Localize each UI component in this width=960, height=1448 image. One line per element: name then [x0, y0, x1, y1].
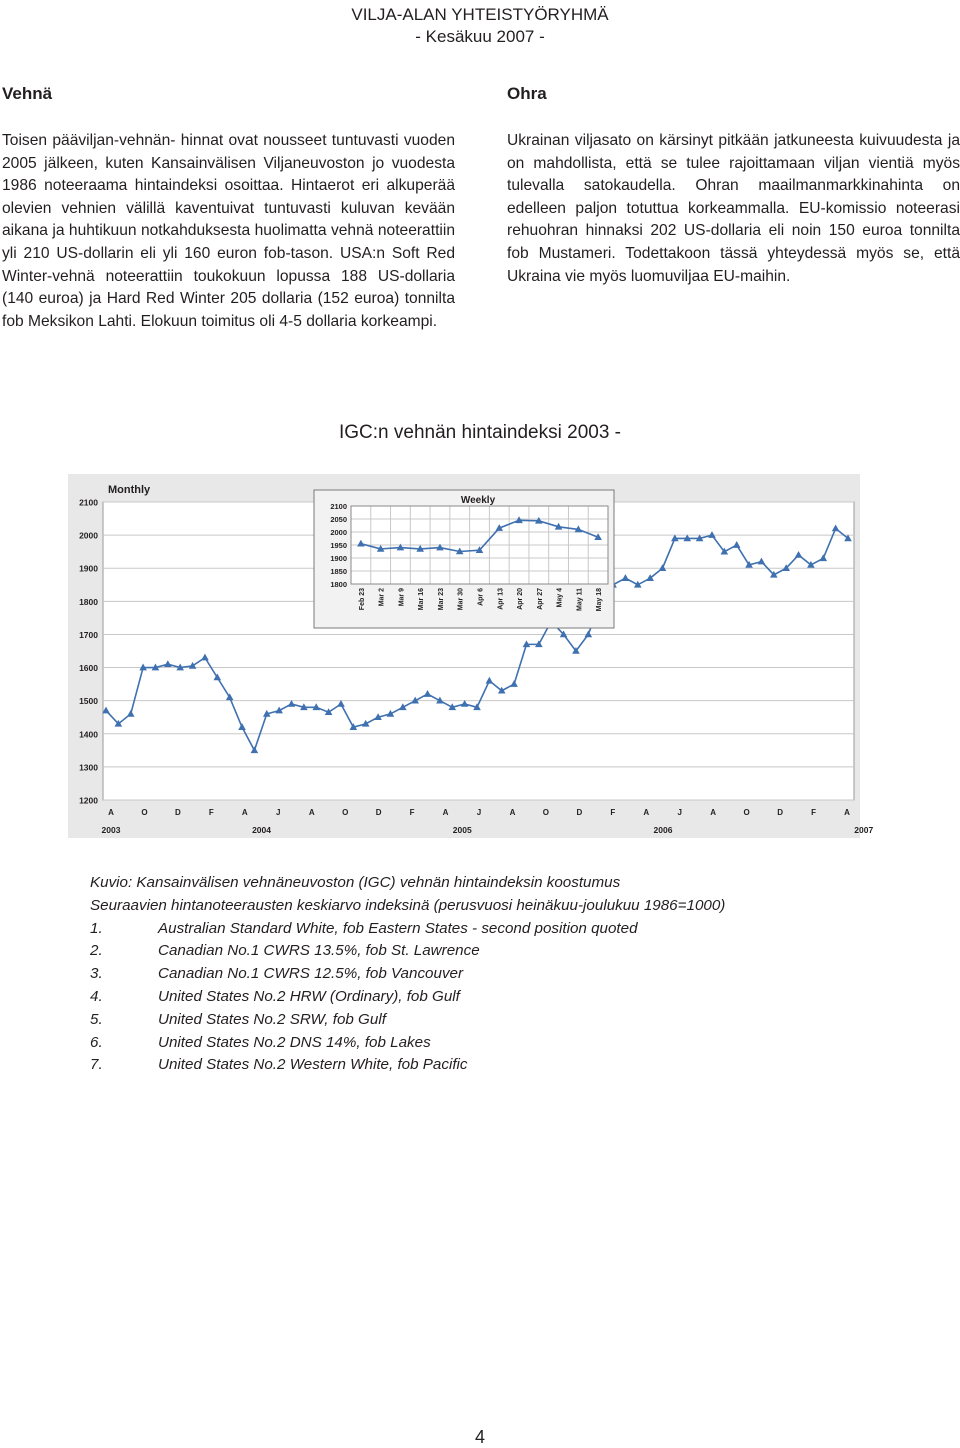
weekly-x-tick-label: Mar 23 [437, 588, 445, 611]
caption-item-text: United States No.2 SRW, fob Gulf [158, 1010, 386, 1028]
barley-paragraph: Ukrainan viljasato on kärsinyt pitkään jatkuneesta kuivuudesta ja on mahdollista, että se tulee rajoittamaan viljan vientiä myös tulevalla satokaudella. Ohran maailmanmarkkinahinta on edelleen paljon totuttua korkeammalla. EU-komissio noteerasi rehuohran hinnaksi 202 US-dollaria eli noin 150 euroa tonnilta fob Mustameri. Todettakoon tässä yhteydessä myös se, että Ukraina vie myös luomuviljaa EU-maihin. [507, 132, 960, 285]
caption-item-number: 2. [90, 942, 103, 960]
caption-item-text: Australian Standard White, fob Eastern States - second position quoted [158, 919, 638, 937]
monthly-y-tick-label: 1400 [79, 729, 98, 740]
monthly-x-tick-label: D [777, 808, 783, 817]
weekly-y-tick-label: 2000 [330, 528, 347, 537]
monthly-y-tick-label: 2100 [79, 497, 98, 508]
monthly-y-tick-label: 1900 [79, 563, 98, 574]
monthly-x-tick-label: A [308, 808, 315, 817]
monthly-year-label: 2004 [252, 825, 272, 835]
weekly-x-tick-label: Apr 6 [477, 588, 485, 606]
caption-item-text: United States No.2 DNS 14%, fob Lakes [158, 1033, 431, 1051]
caption-title: Kuvio: Kansainvälisen vehnäneuvoston (IGC) vehnän hintaindeksin koostumus [90, 874, 621, 891]
weekly-y-tick-label: 1850 [330, 567, 347, 576]
monthly-y-tick-label: 1800 [79, 596, 98, 607]
monthly-year-label: 2007 [854, 825, 874, 835]
weekly-x-tick-label: Mar 2 [378, 588, 386, 607]
monthly-year-label: 2005 [452, 825, 472, 835]
monthly-x-tick-label: F [811, 808, 816, 817]
monthly-x-tick-label: A [844, 808, 850, 817]
caption-item-number: 4. [90, 987, 103, 1005]
caption-item-number: 3. [90, 965, 103, 983]
weekly-x-tick-label: Apr 27 [536, 588, 544, 610]
weekly-x-tick-label: Feb 23 [358, 588, 366, 611]
weekly-x-tick-label: Apr 20 [517, 588, 525, 610]
monthly-x-tick-label: O [743, 808, 750, 817]
weekly-y-tick-label: 2050 [330, 515, 347, 524]
weekly-x-tick-label: May 4 [556, 588, 564, 608]
caption-item [90, 963, 930, 986]
monthly-title: Monthly [108, 484, 151, 496]
caption-item-text: Canadian No.1 CWRS 13.5%, fob St. Lawrence [158, 942, 480, 960]
monthly-x-tick-label: O [342, 808, 349, 817]
caption-item [90, 918, 930, 941]
wheat-price-index-chart [68, 474, 874, 838]
monthly-x-tick-label: A [710, 808, 717, 817]
monthly-y-tick-label: 2000 [79, 530, 98, 541]
monthly-y-tick-label: 1500 [79, 696, 98, 707]
caption-item [90, 1054, 930, 1077]
weekly-x-tick-label: Apr 13 [497, 588, 505, 610]
monthly-y-tick-label: 1700 [79, 629, 98, 640]
organization-name: VILJA-ALAN YHTEISTYÖRYHMÄ [351, 5, 609, 24]
weekly-x-tick-label: Mar 16 [418, 588, 426, 611]
monthly-x-tick-label: J [276, 808, 281, 817]
monthly-y-tick-label: 1300 [79, 762, 98, 773]
monthly-x-tick-label: O [141, 808, 148, 817]
weekly-title: Weekly [460, 495, 496, 506]
weekly-x-tick-label: May 18 [596, 588, 604, 612]
caption-item-text: Canadian No.1 CWRS 12.5%, fob Vancouver [158, 965, 464, 983]
caption-item-number: 6. [90, 1033, 103, 1051]
caption-item-text: United States No.2 HRW (Ordinary), fob Gulf [158, 987, 460, 1005]
figure-title: IGC:n vehnän hintaindeksi 2003 - [338, 422, 621, 443]
monthly-x-tick-label: D [375, 808, 382, 817]
monthly-x-tick-label: F [610, 808, 616, 817]
monthly-x-tick-label: A [643, 808, 650, 817]
wheat-section [2, 84, 455, 333]
monthly-year-label: 2003 [101, 825, 121, 835]
caption-item [90, 986, 930, 1009]
monthly-x-tick-label: J [476, 808, 482, 817]
issue-date: - Kesäkuu 2007 - [415, 27, 545, 46]
caption-subtitle: Seuraavien hintanoteerausten keskiarvo indeksinä (perusvuosi heinäkuu-joulukuu 1986=1000) [90, 896, 726, 914]
weekly-y-tick-label: 2100 [330, 502, 347, 511]
weekly-y-tick-label: 1950 [330, 541, 347, 550]
barley-heading: Ohra [507, 84, 547, 103]
caption-item-number: 5. [90, 1010, 103, 1028]
monthly-x-tick-label: D [175, 808, 181, 817]
monthly-x-tick-label: A [108, 808, 114, 817]
caption-list [90, 918, 930, 1078]
figure-caption [90, 872, 930, 1077]
weekly-y-tick-label: 1800 [330, 580, 347, 589]
wheat-heading: Vehnä [2, 84, 53, 103]
caption-item-number: 1. [90, 919, 103, 937]
monthly-x-tick-label: F [409, 808, 415, 817]
barley-section [507, 84, 960, 288]
document-header [0, 4, 960, 48]
page-number: 4 [474, 1427, 485, 1447]
caption-item [90, 1009, 930, 1032]
monthly-x-tick-label: D [576, 808, 583, 817]
weekly-x-tick-label: Mar 30 [457, 588, 465, 611]
caption-item-number: 7. [90, 1056, 103, 1074]
monthly-x-tick-label: J [677, 808, 682, 817]
monthly-x-tick-label: A [241, 808, 248, 817]
weekly-x-tick-label: Mar 9 [398, 588, 406, 607]
monthly-x-tick-label: A [442, 808, 449, 817]
monthly-y-tick-label: 1600 [79, 663, 98, 674]
monthly-x-tick-label: F [208, 808, 214, 817]
caption-item-text: United States No.2 Western White, fob Pacific [158, 1056, 468, 1074]
caption-item [90, 940, 930, 963]
monthly-year-label: 2006 [653, 825, 673, 835]
weekly-x-tick-label: May 11 [576, 588, 584, 611]
weekly-y-tick-label: 1900 [330, 554, 347, 563]
monthly-y-tick-label: 1200 [79, 795, 98, 806]
wheat-paragraph: Toisen pääviljan-vehnän- hinnat ovat nousseet tuntuvasti vuoden 2005 jälkeen, kuten Kansainvälisen Viljaneuvoston jo vuodesta 1986 noteeraama hintaindeksi osoittaa. Hintaerot eri alkuperää olevien vehnien välillä kaventuivat tuntuvasti kuluvan kevään aikana ja huhtikuun notkahduksesta huolimatta vehnä noteerattiin yli 210 US-dollarin eli yli 160 euron fob-tason. USA:n Soft Red Winter-vehnä noteerattiin toukokuun lopussa 188 US-dollaria (140 euroa) ja Hard Red Winter 205 dollaria (152 euroa) tonnilta fob Meksikon Lahti. Elokuun toimitus oli 4-5 dollaria korkeampi. [2, 132, 455, 330]
monthly-x-tick-label: A [509, 808, 516, 817]
caption-item [90, 1032, 930, 1055]
monthly-x-tick-label: O [542, 808, 550, 817]
